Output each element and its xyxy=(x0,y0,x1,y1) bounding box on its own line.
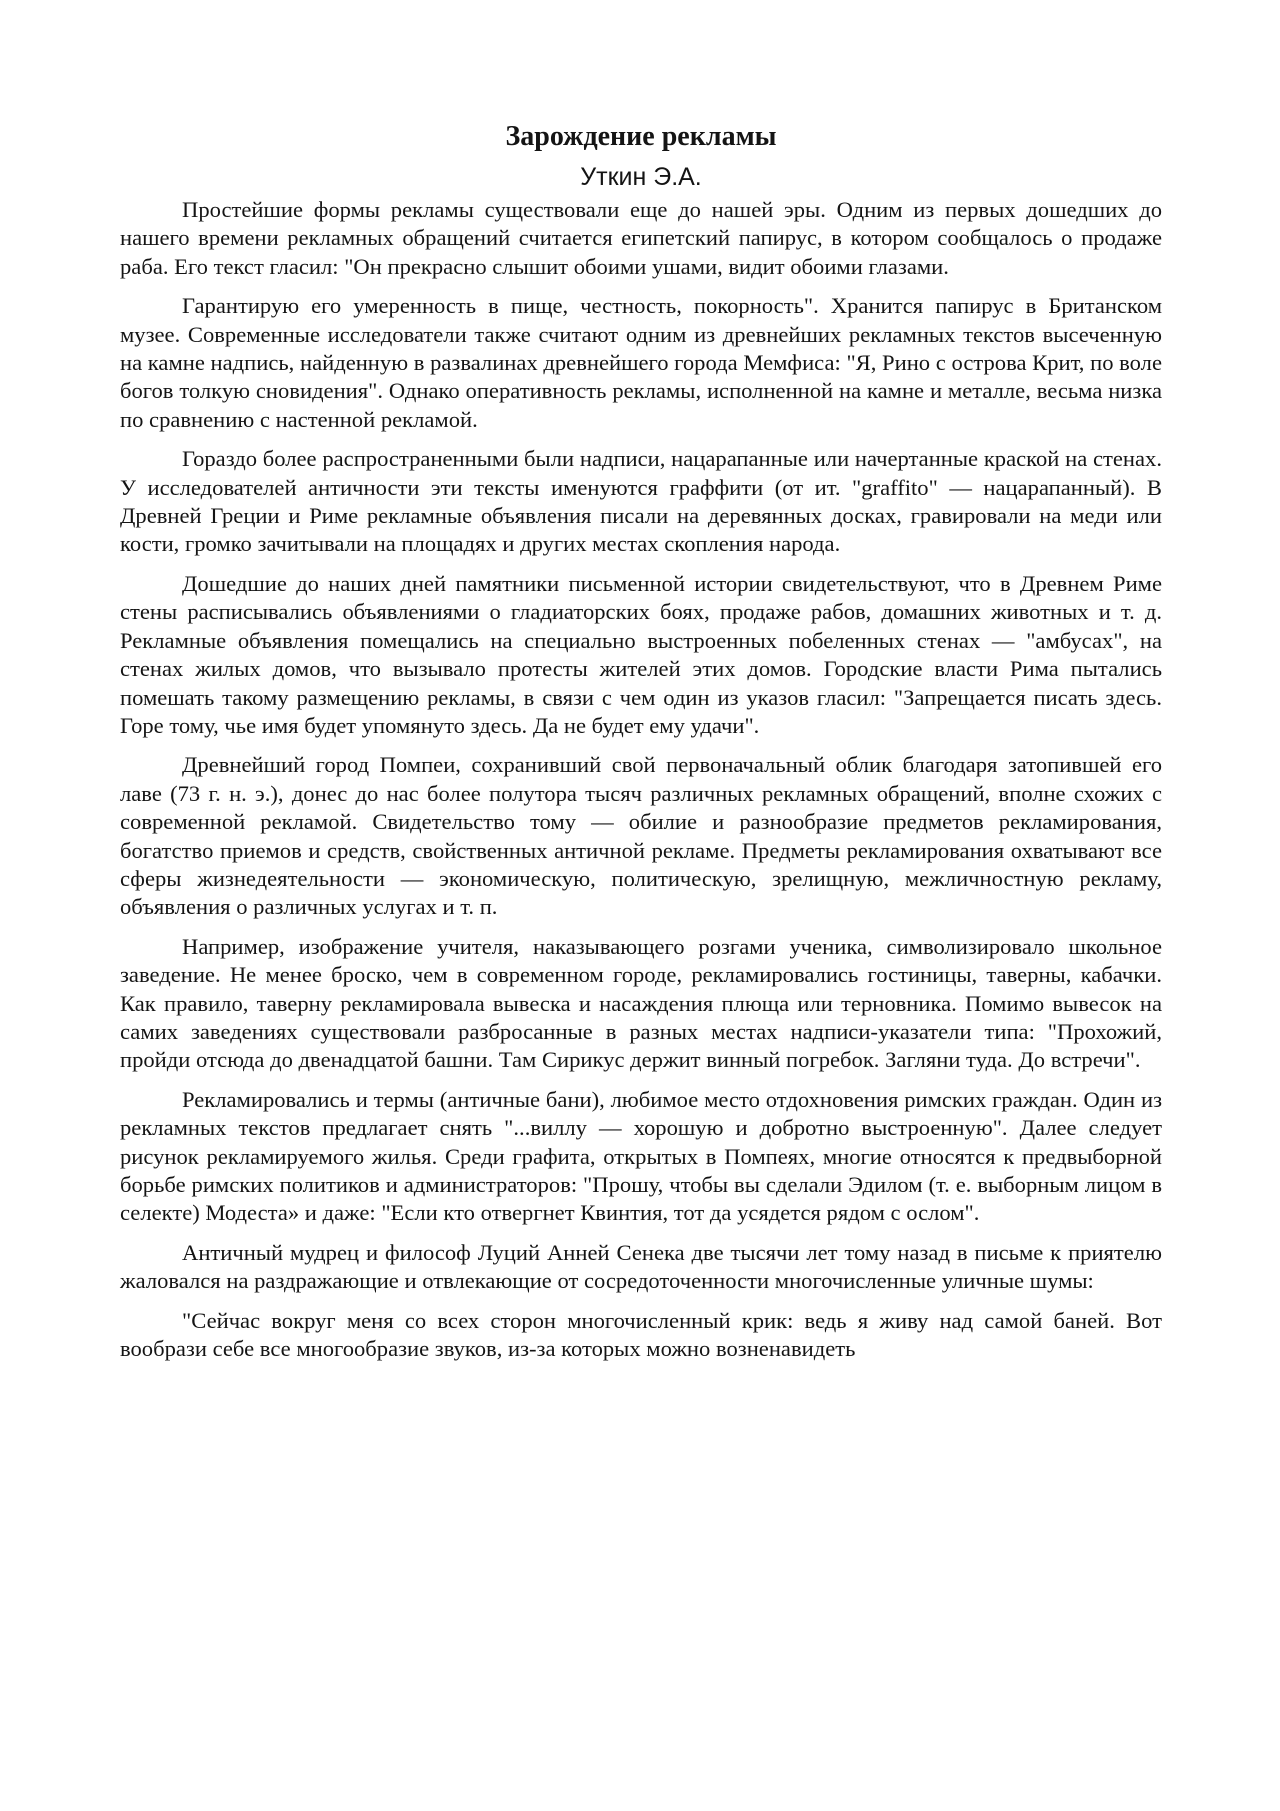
document-title: Зарождение рекламы xyxy=(505,121,777,152)
paragraph-5: Древнейший город Помпеи, сохранивший свой первоначальный облик благодаря затопившей его лаве (73 г. н. э.), донес до нас более полутора тысяч различных рекламных обращений, вполне схожих с современной рекламой. Свидетельство тому — обилие и разнообразие предметов рекламирования, богатство приемов и средств, свойственных античной рекламе. Предметы рекламирования охватывают все сферы жизнедеятельности — экономическую, политическую, зрелищную, межличностную рекламу, объявления о различных услугах и т. п. xyxy=(120,752,1162,920)
paragraph-9: "Сейчас вокруг меня со всех сторон многочисленный крик: ведь я живу над самой баней. Вот вообрази себе все многообразие звуков, из-за которых можно возненавидеть xyxy=(120,1307,1162,1362)
paragraph-2: Гарантирую его умеренность в пище, честность, покорность". Хранится папирус в Британском музее. Современные исследователи также считают одним из древнейших рекламных текстов высеченную на камне надпись, найденную в развалинах древнейшего города Мемфиса: "Я, Рино с острова Крит, по воле богов толкую сновидения". Однако оперативность рекламы, исполненной на камне и металле, весьма низка по сравнению с настенной рекламой. xyxy=(120,293,1162,432)
paragraph-7: Рекламировались и термы (античные бани), любимое место отдохновения римских граждан. Один из рекламных текстов предлагает снять "...виллу — хорошую и добротно выстроенную". Далее следует рисунок рекламируемого жилья. Среди графита, открытых в Помпеях, многие относятся к предвыборной борьбе римских политиков и администраторов: "Прошу, чтобы вы сделали Эдилом (т. е. выборным лицом в селекте) Модеста» и даже: "Если кто отвергнет Квинтия, тот да усядется рядом с ослом". xyxy=(120,1086,1162,1226)
paragraph-1: Простейшие формы рекламы существовали еще до нашей эры. Одним из первых дошедших до нашего времени рекламных обращений считается египетский папирус, в котором сообщалось о продаже раба. Его текст гласил: "Он прекрасно слышит обоими ушами, видит обоими глазами. xyxy=(120,197,1162,279)
paragraph-3: Гораздо более распространенными были надписи, нацарапанные или начертанные краской на стенах. У исследователей античности эти тексты именуются граффити (от ит. "graffito" — нацарапанный). В Древней Греции и Риме рекламные объявления писали на деревянных досках, гравировали на меди или кости, громко зачитывали на площадях и других местах скопления народа. xyxy=(120,446,1162,557)
paragraph-4: Дошедшие до наших дней памятники письменной истории свидетельствуют, что в Древнем Риме стены расписывались объявлениями о гладиаторских боях, продаже рабов, домашних животных и т. д. Рекламные объявления помещались на специально выстроенных побеленных стенах — "амбусах", на стенах жилых домов, что вызывало протесты жителей этих домов. Городские власти Рима пытались помешать такому размещению рекламы, в связи с чем один из указов гласил: "Запрещается писать здесь. Горе тому, чье имя будет упомянуто здесь. Да не будет ему удачи". xyxy=(120,570,1162,738)
paragraph-8: Античный мудрец и философ Луций Анней Сенека две тысячи лет тому назад в письме к приятелю жаловался на раздражающие и отвлекающие от сосредоточенности многочисленные уличные шумы: xyxy=(120,1239,1162,1294)
document-body xyxy=(120,118,1162,1363)
paragraph-6: Например, изображение учителя, наказывающего розгами ученика, символизировало школьное заведение. Не менее броско, чем в современном городе, рекламировались гостиницы, таверны, кабачки. Как правило, таверну рекламировала вывеска и насаждения плюща или терновника. Помимо вывесок на самих заведениях существовали разбросанные в разных местах надписи-указатели типа: "Прохожий, пройди отсюда до двенадцатой башни. Там Сирикус держит винный погребок. Загляни туда. До встречи". xyxy=(120,933,1162,1073)
document-author: Уткин Э.А. xyxy=(580,163,702,191)
